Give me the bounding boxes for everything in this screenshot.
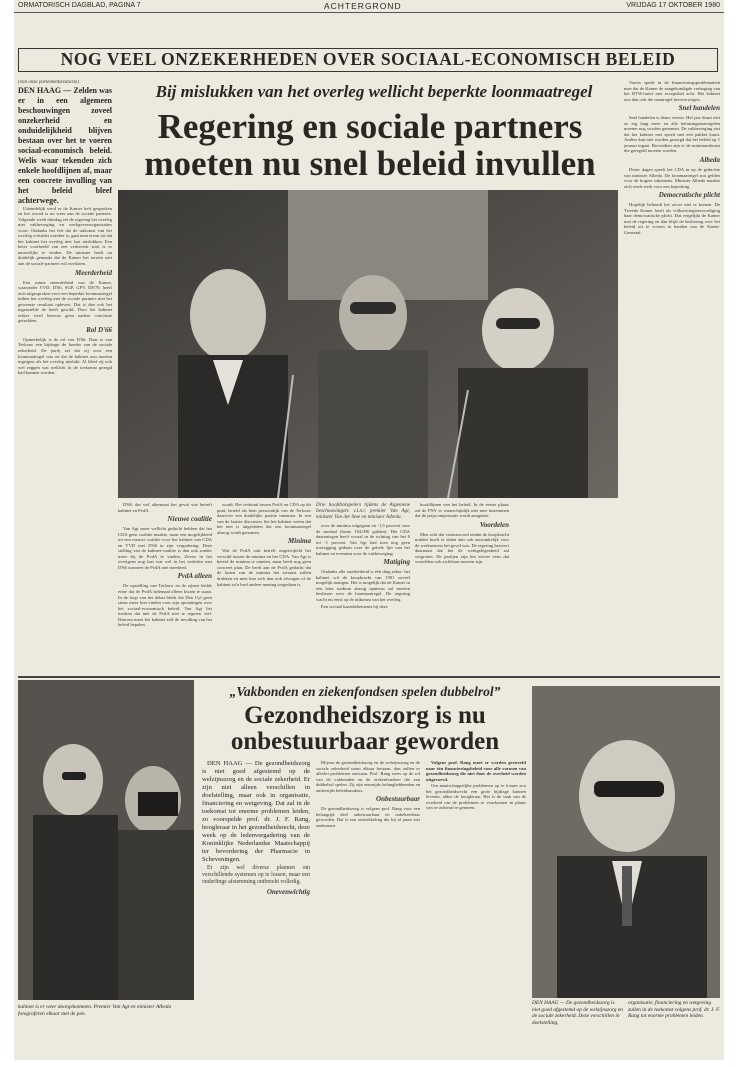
story1-right2-text: Snel handelen is thans vereist. Het jaar duurt niet zo erg lang meer en alle belastingmaatregelen moeten nog worden genomen. De vakbeweging eist dat het kabinet met spoed met een pakket komt. Anders kan niet worden gezorgd dat het beleid op 1 januari ingaat. Bovendien zijn er de minimumlonen die geregeld moeten worden. bbox=[624, 115, 720, 154]
subhead-albeda: Albeda bbox=[699, 156, 720, 165]
story1-col2b-text: Van Agt moet wellicht gedacht hebben dat het CDA geen coalitie maakte, maar een mogelijkheid tot een nieuwe coalitie voor het kabinet van CDA en VVD met D'66 in zijn vergadering. Deze stelling van de kabinet-coalitie is dan ook zonder meer bij de PvdA te vinden. Zeven in het overigens nog laat wat wel in het verleden met D'66 wanneer de PvdA niet meedeed. bbox=[118, 526, 212, 570]
story2-photo-caption-right: organisatie, financiering en wetgeving zullen in de toekomst volgens prof. dr. J. F. Rang tot enorme problemen leiden. bbox=[628, 1000, 720, 1020]
subhead-pvda-alleen: PvdA alleen bbox=[177, 572, 212, 581]
section-divider bbox=[18, 676, 720, 678]
story2-photo-caption: DEN HAAG — De gezondheidszorg is niet goed afgestemd op de welzijnszorg en de sociale zekerheid. Deze verschillen in doelstelling, bbox=[532, 1000, 623, 1026]
subhead-rol-d66: Rol D'66 bbox=[86, 325, 112, 334]
story2-col2 bbox=[316, 760, 420, 1050]
story1-col2 bbox=[118, 502, 212, 672]
story1-photo bbox=[118, 190, 618, 498]
subhead-nieuwe-coalitie: Nieuwe coalitie bbox=[167, 515, 212, 524]
subhead-democratische-plicht: Democratische plicht bbox=[658, 191, 720, 200]
story1-col5 bbox=[415, 502, 509, 672]
story2-col3 bbox=[426, 760, 526, 1050]
subhead-minima: Minima bbox=[288, 537, 311, 546]
subhead-voordelen: Voordelen bbox=[479, 520, 509, 529]
story1-kicker: Bij mislukken van het overleg wellicht beperkte loonmaatregel bbox=[155, 82, 593, 101]
story2-col3b-text: Om maatschappelijke problemen op te lossen zou het gezondheidsrecht een grote bijdrage kunnen leveren, aldus de hoogleraar. Het is de taak van de overheid om de problemen te voorkomen in plaats van ze achteraf te genezen. bbox=[426, 783, 526, 811]
story1-col3b-text: Wat de PvdA ook betreft ongetwijfeld het verschil tussen de minima en het CDA. Van Agt is bereid de minima te ontzien, maar heeft nog geen concreet plan. De heeft aan de PvdA gedacht dat de lasten van de minima het zwaarst zullen drukken en men kan zich dan ook afvragen of de kabinet zo'n heel andere mening toegedaan is. bbox=[217, 548, 311, 587]
story1-col4-text: over de minima uitgegaan en -1,5 procent voor de modaal (bruto 104,000 gulden). Het CDA daarentegen heeft vooral in de richting van het 0 tot -1 procent. Van Agt had toen nog geen toezegging gedaan over de gehele lijn van het kabinet en evenmin voor de vakbeweging. bbox=[316, 523, 410, 556]
story1-right-column bbox=[624, 80, 720, 670]
story1-col4 bbox=[316, 502, 410, 672]
subhead-matiging: Matiging bbox=[383, 558, 410, 567]
story2-left-caption: kabinet is er weer doorgekommen. Premier Van Agt en minister Albeda fotograferen elkaar met de pen. bbox=[18, 1004, 172, 1017]
story1-photo-caption: Drie hoofdrolspelers tijdens de Algemene beschouwingen: v.l.n.r. premier Van Agt, minister Van der Stee en minister Albeda. bbox=[316, 502, 410, 520]
story1-col3-text: wordt. Het verbond tussen PvdA en CDA op dit punt, bereid als hem persoonlijk van de Terlouw daarover een duidelijke positie innemen. In een van de laatste discussies liet het kabinet weten dat het niet is uitgesloten dat een loonmaatregel alsnog wordt genomen. bbox=[217, 502, 311, 535]
story1-col4c-text: Een sociaal kaatsbekentenis bij deze bbox=[321, 603, 388, 609]
photo-politicians bbox=[118, 190, 618, 498]
story1-col5-text: hoofdlijnen van het beleid. In de eerste plaats zal de FNV er waarschijnlijk niet mee instemmen dat de prijscompensatie wordt aangetast. bbox=[415, 502, 509, 519]
story1-col1-text: Uiteindelijk werd er de Kamer heft gesproken en het woord is nu weer aan de sociale partners. Volgende week dinsdag zet de regering het overleg met vakbeweging en werkgeversorganisaties voort. Ondanks het feit dat de uitkomst van het overleg volstrekt onzeker is, gaat men ervan uit dat het kabinet het overleg niet laat mislukken. Een beter voorbeeld van een verkeerde start is er nauwelijks te vinden. De minister heeft nu duidelijk gemaakt dat de Kamer het terrein niet aan de sociale partners wil overlaten. bbox=[18, 205, 112, 267]
story2-col3-text: Volgens prof. Rang moet er worden gestreefd naar één financieringsbeleid voor alle vormen van gezondheidszorg die niet door de overheid worden uitgevoerd. bbox=[426, 760, 526, 782]
section-banner: NOG VEEL ONZEKERHEDEN OVER SOCIAAL-ECONOMISCH BELEID bbox=[18, 48, 718, 72]
photo-professor-rang bbox=[532, 686, 720, 998]
masthead bbox=[14, 0, 724, 13]
story2-headline: Gezondheidszorg is nu onbestuurbaar geworden bbox=[230, 702, 500, 755]
story1-col4b-text: Ondanks alle onzekerheid is één ding zeker: het kabinet wil de koopkracht van 1981 zoveel mogelijk matigen. Het is mogelijk dat de Kamer in een later stadium alsnog opnieuw zal moeten beslissen over de loonmaatregel. De regering wacht nu eerst op de uitkomst van het overleg. bbox=[316, 569, 410, 603]
story2-col1b-text: Er zijn wel diverse plannen om verschillende systemen op te lossen, maar een onderlinge afstemming ontbreekt volledig. bbox=[202, 865, 310, 885]
story1-col5b-text: Men acht dat verantwoord omdat de koopkracht minder hoeft te dalen dan ook aanvankelijk voor de werknemers het geval was. De regering beweert daarnaast dat het de werkgelegenheid zal vergroten. De partijen zijn het erover eens dat voordelen ook zichtbaar moeten zijn. bbox=[415, 531, 509, 565]
subhead-meerderheid: Meerderheid bbox=[75, 268, 112, 277]
story1-right3-text: Dezer dagen speelt het CDA in op de gedachte van minister Albeda. De loonmaatregel zou gelden voor de hogere inkomens. Minister Albeda maakte zich reeds sterk voor een beperking. bbox=[624, 167, 720, 189]
story2-kicker: „Vakbonden en ziekenfondsen spelen dubbelrol” bbox=[229, 684, 501, 699]
story2-right-photo bbox=[532, 686, 720, 998]
story1-headline: Regering en sociale partners moeten nu snel beleid invullen bbox=[144, 107, 596, 183]
story1-left-column bbox=[18, 80, 112, 660]
photo-camera-men bbox=[18, 680, 194, 1000]
story2-lead: DEN HAAG — De gezondheidszorg is niet goed afgestemd op de welzijnszorg en de sociale zekerheid. Er zijn niet alleen verschillen in doelstelling, maar ook in organisatie, financiering en wetgeving. Dat zal in de toekomst tot enorme problemen leiden, zo voorspelde prof. dr. J. F. Rang, hoogleraar in het gezondheidsrecht, deze week op de ledenvergadering van de Koninklijke Nederlandse Maatschappij ter bevordering der Pharmacie in Scheveningen. bbox=[202, 760, 310, 863]
story1-col1c-text: Opmerkelijk is de rol van D'66. Daar is van Terlouw een bijdrage de hoeder van de sociale zekerheid. De partij zei dat zij voor een loonmaatregel was en dat de kabinet zou moeten ingrijpen als het overleg mislukt. Al bleef zij ook wel zeggen wat wellicht in de toekomst gezegd had kunnen worden. bbox=[18, 336, 112, 376]
masthead-date: VRIJDAG 17 OKTOBER 1980 bbox=[626, 2, 720, 9]
subhead-snel-handelen: Snel handelen bbox=[678, 104, 720, 113]
subhead-onevenwichtig: Onevenwichtig bbox=[266, 888, 310, 896]
newspaper-page bbox=[14, 0, 724, 1060]
story1-col3 bbox=[217, 502, 311, 672]
story1-col2c-text: De opstelling van Terlouw en de zijnen leidde ertoe dat de PvdA helemaal alleen kwam te staan. In de loop van het debat bleek dat Den Uyl geen steun meer kon vinden voor zijn opvattingen over het sociaal-economisch beleid. Van Agt liet merken dat met de PvdA niet te regeren viel. Daarom moet het kabinet zelf de invulling van het beleid bepalen. bbox=[118, 583, 212, 628]
story1-right1-text: Voorts speelt in de financieringsproblematiek mee dat de Kamer de aangekondigde verhoging van het BTW-tarief niet acceptabel acht. Het kabinet zou dan ook die maatregel heroverwegen. bbox=[624, 80, 720, 102]
story2-col1 bbox=[202, 760, 310, 1050]
story2-col2b-text: De gezondheidszorg is volgens prof. Rang voor een belangrijk deel onbestuurbaar en onbeheerbaar geworden. Dat is een ontwikkeling die hij al jaren ziet aankomen. bbox=[316, 806, 420, 828]
subhead-onbestuurbaar: Onbestuurbaar bbox=[376, 795, 420, 804]
story1-col1b-text: Een ruime meerderheid van de Kamer, waaronder VVD, D'66, SGP, GPV, DS'70, heeft zich uitgesproken voor een beperkte loonmaatregel indien het overleg met de sociale partners niet het gewenste resultaat oplevert. Dat is dan ook het tegenstelde de heeft gewild. Door het kabinet echter werd hiervan geen nadere conclusie getrokken. bbox=[18, 279, 112, 324]
story1-lead: DEN HAAG — Zelden was er in een algemeen beschouwingen zoveel onzekerheid en onduidelijkheid blijven bestaan over het te voeren sociaal-economisch beleid. Welis waar tekenden zich enkele hoofdlijnen af, maar een concrete invulling van het beleid bleef achterwege. bbox=[18, 85, 112, 205]
story1-right4-text: Hopelijk behoudt het zover niet te komen. De Tweede Kamer heeft als volksvertegenwoordiging haar democratische plicht. Dat vergelijkt de Kamer met de regering en dan blijft de beslissing over het beleid uit te voeren in handen van de Staten-Generaal. bbox=[624, 202, 720, 235]
masthead-section: ACHTERGROND bbox=[324, 1, 402, 11]
story1-col2-text: D'66, dat wel altermaat het geval wat betreft kabinet en PvdA. bbox=[118, 502, 212, 513]
byline: (Van onze parlementsredactie) bbox=[18, 80, 79, 85]
masthead-paper: ORMATORISCH DAGBLAD, PAGINA 7 bbox=[18, 2, 141, 9]
story2-col2-text: Blijven de gezondheidszorg en de welzijnszorg en de sociale zekerheid naast elkaar bestaan, dan zullen er allerlei problemen ontstaan. Prof. Rang wees op de rol van de vakbonden en de ziekenfondsen die een dubbelrol spelen. Zij zijn enerzijds belanghebbenden en anderzijds beleidsmakers. bbox=[316, 760, 420, 793]
story2-left-photo bbox=[18, 680, 194, 1000]
